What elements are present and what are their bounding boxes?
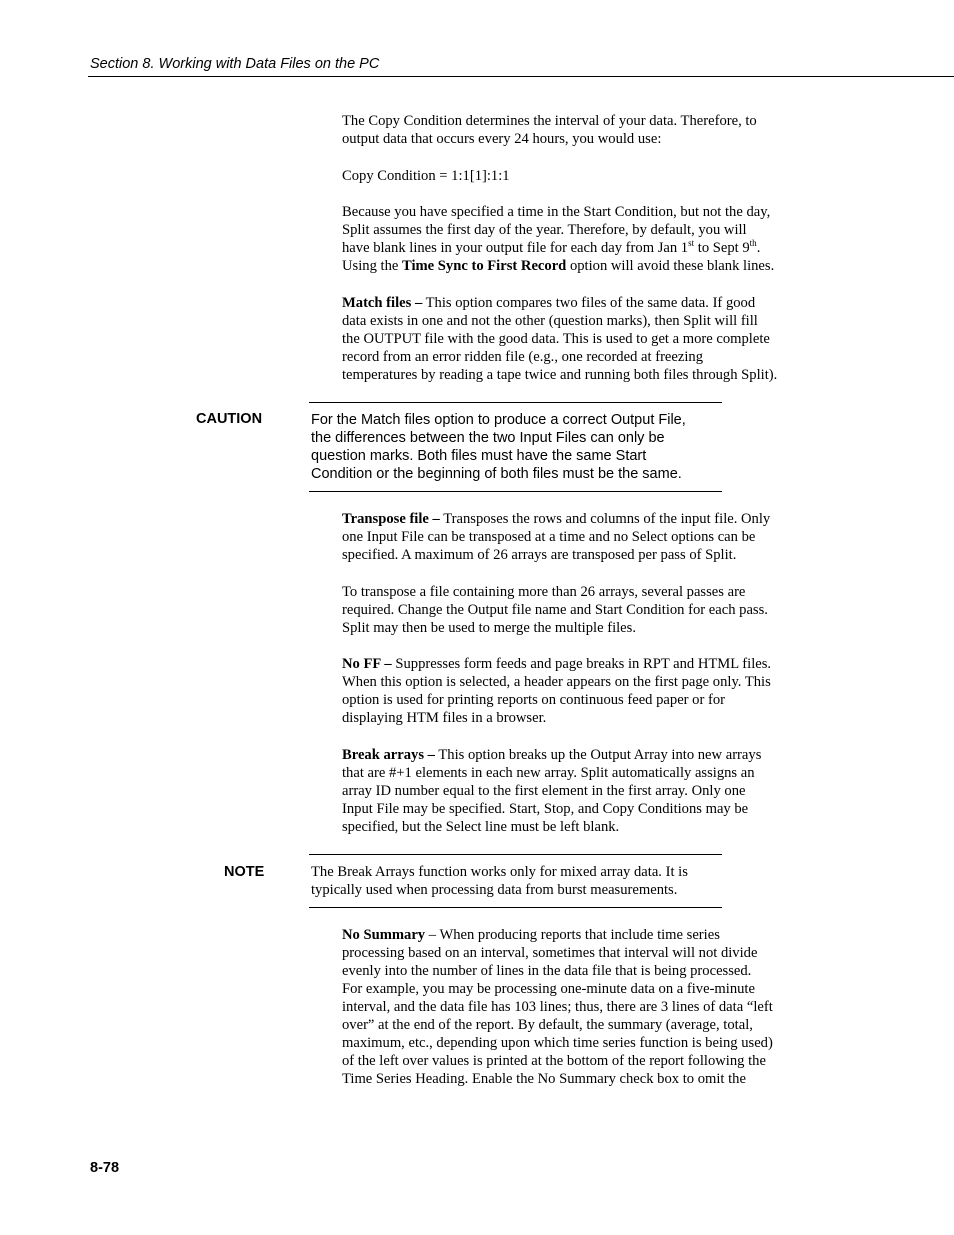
text-line: For the Match files option to produce a correct Output File, bbox=[311, 412, 686, 428]
text-line: specified, but the Select line must be left blank. bbox=[342, 819, 620, 835]
text-line: Copy Condition = 1:1[1]:1:1 bbox=[342, 168, 510, 184]
bold-term: Break arrays – bbox=[342, 747, 435, 763]
text-line: the OUTPUT file with the good data. This is used to get a more complete bbox=[342, 331, 770, 347]
copy-condition-example bbox=[342, 167, 812, 185]
text-line: displaying HTM files in a browser. bbox=[342, 710, 547, 726]
bold-term: No FF – bbox=[342, 656, 392, 672]
text-line: typically used when processing data from burst measurements. bbox=[311, 882, 678, 898]
text-line: temperatures by reading a tape twice and running both files through Split). bbox=[342, 367, 778, 383]
text-line: interval, and the data file has 103 lines; thus, there are 3 lines of data “left bbox=[342, 999, 773, 1015]
text-line: Input File may be specified. Start, Stop, and Copy Conditions may be bbox=[342, 801, 749, 817]
bold-term: Time Sync to First Record bbox=[402, 258, 567, 274]
text-line: When this option is selected, a header appears on the first page only. This bbox=[342, 674, 771, 690]
note-top-rule bbox=[309, 854, 722, 855]
break-arrays-paragraph bbox=[342, 746, 812, 836]
text-line: that are #+1 elements in each new array. Split automatically assigns an bbox=[342, 765, 755, 781]
text-line: Condition or the beginning of both files must be the same. bbox=[311, 466, 682, 482]
text-line: processing based on an interval, sometimes that interval will not divide bbox=[342, 945, 758, 961]
text-line bbox=[342, 926, 812, 944]
text-run: Transposes the rows and columns of the input file. Only bbox=[439, 511, 771, 527]
note-label: NOTE bbox=[224, 864, 265, 880]
text-line bbox=[342, 294, 812, 312]
superscript: st bbox=[688, 238, 695, 249]
bold-term: Match files – bbox=[342, 295, 423, 311]
text-run: Suppresses form feeds and page breaks in RPT and HTML files. bbox=[391, 656, 772, 672]
text-line: The Copy Condition determines the interval of your data. Therefore, to bbox=[342, 113, 757, 129]
text-line bbox=[342, 655, 812, 673]
section-header: Section 8. Working with Data Files on the PC bbox=[90, 56, 380, 72]
text-line: The Break Arrays function works only for mixed array data. It is bbox=[311, 864, 688, 880]
text-line: the differences between the two Input Files can only be bbox=[311, 430, 665, 446]
no-ff-paragraph bbox=[342, 655, 812, 727]
start-condition-paragraph bbox=[342, 203, 812, 275]
caution-text bbox=[311, 411, 719, 483]
text-line: output data that occurs every 24 hours, you would use: bbox=[342, 131, 662, 147]
transpose-more-paragraph bbox=[342, 583, 812, 637]
text-line bbox=[342, 510, 812, 528]
copy-condition-paragraph bbox=[342, 112, 812, 148]
text-run: to Sept 9 bbox=[694, 240, 750, 256]
text-line: To transpose a file containing more than 26 arrays, several passes are bbox=[342, 584, 746, 600]
note-text bbox=[311, 863, 731, 899]
bold-term: No Summary bbox=[342, 927, 426, 943]
text-line: maximum, etc., depending upon which time series function is being used) bbox=[342, 1035, 773, 1051]
text-line: one Input File can be transposed at a time and no Select options can be bbox=[342, 529, 756, 545]
bold-term: Transpose file – bbox=[342, 511, 440, 527]
caution-label: CAUTION bbox=[196, 411, 263, 427]
text-line bbox=[342, 257, 812, 275]
text-line: Split may then be used to merge the multiple files. bbox=[342, 620, 636, 636]
text-run: . bbox=[756, 240, 761, 256]
text-line: Time Series Heading. Enable the No Summary check box to omit the bbox=[342, 1071, 746, 1087]
text-line: evenly into the number of lines in the data file that is being processed. bbox=[342, 963, 752, 979]
text-run: – When producing reports that include time series bbox=[425, 927, 720, 943]
caution-top-rule bbox=[309, 402, 722, 403]
text-line: Because you have specified a time in the Start Condition, but not the day, bbox=[342, 204, 771, 220]
text-line: of the left over values is printed at the bottom of the report following the bbox=[342, 1053, 766, 1069]
caution-bottom-rule bbox=[309, 491, 722, 492]
note-bottom-rule bbox=[309, 907, 722, 908]
text-line: option is used for printing reports on continuous feed paper or for bbox=[342, 692, 726, 708]
text-line: array ID number equal to the first element in the first array. Only one bbox=[342, 783, 746, 799]
text-line: question marks. Both files must have the same Start bbox=[311, 448, 647, 464]
transpose-file-paragraph bbox=[342, 510, 812, 564]
text-line: specified. A maximum of 26 arrays are transposed per pass of Split. bbox=[342, 547, 737, 563]
text-line: required. Change the Output file name and Start Condition for each pass. bbox=[342, 602, 768, 618]
text-run: have blank lines in your output file for each day from Jan 1 bbox=[342, 240, 689, 256]
header-rule bbox=[88, 76, 954, 77]
text-line: data exists in one and not the other (question marks), then Split will fill bbox=[342, 313, 758, 329]
text-line: Split assumes the first day of the year. Therefore, by default, you will bbox=[342, 222, 747, 238]
text-line bbox=[342, 746, 812, 764]
text-line: For example, you may be processing one-minute data on a five-minute bbox=[342, 981, 755, 997]
text-line bbox=[342, 239, 812, 257]
superscript: th bbox=[749, 238, 757, 249]
page-number: 8-78 bbox=[90, 1160, 120, 1176]
no-summary-paragraph bbox=[342, 926, 812, 1088]
text-line: record from an error ridden file (e.g., one recorded at freezing bbox=[342, 349, 704, 365]
text-run: This option breaks up the Output Array into new arrays bbox=[434, 747, 762, 763]
text-run: option will avoid these blank lines. bbox=[566, 258, 775, 274]
text-run: This option compares two files of the same data. If good bbox=[422, 295, 756, 311]
match-files-paragraph bbox=[342, 294, 812, 384]
text-line: over” at the end of the report. By default, the summary (average, total, bbox=[342, 1017, 753, 1033]
text-run: Using the bbox=[342, 258, 402, 274]
